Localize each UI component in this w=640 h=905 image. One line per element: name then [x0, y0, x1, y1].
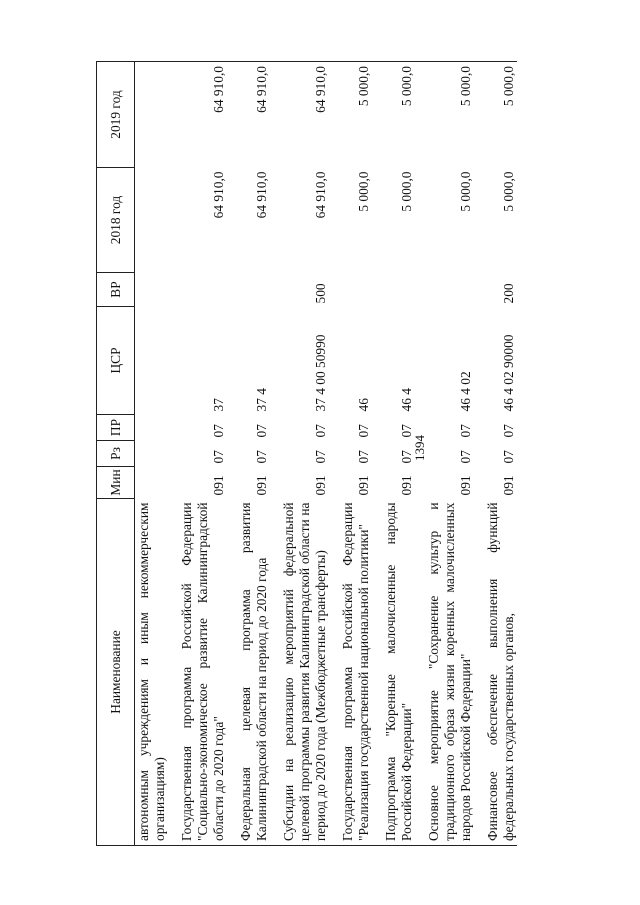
cell-rz: 07: [356, 450, 371, 464]
cell-name: Субсидии на реализацию мероприятий федеральной целевой программы развития Калининградской области на период до 2020 года (Межбюджетные трансферты): [280, 499, 329, 846]
cell-2019: [135, 62, 169, 168]
table-row: [237, 62, 270, 846]
cell-vr: 200: [501, 283, 516, 304]
cell-2019: 5 000,0: [382, 62, 415, 168]
cell-2018: 5 000,0: [356, 171, 371, 212]
header-2018: 2018 год: [97, 168, 135, 273]
cell-name: Государственная программа Российской Федерации "Реализация государственной национальной политики": [339, 499, 372, 846]
cell-csr: 37 4 00 50990: [313, 334, 328, 412]
cell-csr: 46 4 02 90000: [501, 334, 516, 412]
cell-2018: [135, 168, 169, 273]
cell-csr: 46: [356, 398, 371, 412]
cell-2019: 64 910,0: [237, 62, 270, 168]
cell-2018: 64 910,0: [254, 171, 269, 219]
cell-name: Финансовое обеспечение выполнения функций федеральных государственных органов,: [484, 499, 517, 846]
cell-pr: [135, 415, 169, 441]
cell-csr: 37: [211, 398, 226, 412]
cell-csr: 46 4: [399, 388, 414, 412]
cell-pr: 07: [254, 424, 269, 438]
row-spacer: [329, 62, 339, 846]
row-spacer: [270, 62, 280, 846]
table-body: [135, 62, 518, 846]
cell-vr: 500: [313, 283, 328, 304]
cell-pr: 07: [458, 424, 473, 438]
cell-csr: [135, 307, 169, 415]
cell-rz: [135, 441, 169, 467]
cell-2018: 5 000,0: [458, 171, 473, 212]
cell-min: 091: [458, 475, 473, 496]
header-2019: 2019 год: [97, 62, 135, 168]
cell-min: 091: [211, 475, 226, 496]
cell-2018: 64 910,0: [313, 171, 328, 219]
table-row: [280, 62, 329, 846]
cell-2019: 5 000,0: [484, 62, 517, 168]
table-row: [425, 62, 474, 846]
cell-rz: 07: [254, 450, 269, 464]
header-vr: ВР: [97, 273, 135, 307]
cell-csr: 46 4 02: [458, 371, 473, 412]
header-name: Наименование: [97, 499, 135, 846]
cell-2018: 64 910,0: [211, 171, 226, 219]
header-min: Мин: [97, 467, 135, 499]
table-row: [178, 62, 227, 846]
table-row: [382, 62, 415, 846]
table-row: [135, 62, 169, 846]
table-row: [484, 62, 517, 846]
cell-min: 091: [254, 475, 269, 496]
table-header-row: [97, 62, 135, 846]
cell-csr: 37 4: [254, 388, 269, 412]
cell-name: автономным учреждениям и иным некоммерческим организациям): [135, 499, 169, 846]
row-spacer: [227, 62, 237, 846]
cell-2018: 5 000,0: [501, 171, 516, 212]
row-spacer: [168, 62, 178, 846]
row-spacer: [415, 62, 425, 846]
cell-rz: 07: [211, 450, 226, 464]
cell-rz: 07: [399, 450, 414, 464]
table-row: [339, 62, 372, 846]
cell-pr: 07: [399, 424, 414, 438]
page-number: 1394: [412, 435, 427, 461]
cell-min: 091: [313, 475, 328, 496]
cell-name: Федеральная целевая программа развития Калининградской области на период до 2020 года: [237, 499, 270, 846]
cell-name: Государственная программа Российской Федерации "Социально-экономическое развитие Калининградской области до 2020 года": [178, 499, 227, 846]
budget-table: [96, 61, 517, 846]
cell-2019: 64 910,0: [178, 62, 227, 168]
header-pr: ПР: [97, 415, 135, 441]
cell-vr: [425, 273, 474, 307]
cell-2019: 64 910,0: [280, 62, 329, 168]
cell-min: [135, 467, 169, 499]
header-rz: Рз: [97, 441, 135, 467]
cell-min: 091: [356, 475, 371, 496]
cell-rz: 07: [458, 450, 473, 464]
cell-min: 091: [399, 475, 414, 496]
cell-2019: 5 000,0: [425, 62, 474, 168]
cell-pr: 07: [211, 424, 226, 438]
cell-vr: [237, 273, 270, 307]
cell-2018: 5 000,0: [399, 171, 414, 212]
cell-pr: 07: [313, 424, 328, 438]
cell-vr: [178, 273, 227, 307]
cell-rz: 07: [501, 450, 516, 464]
cell-vr: [382, 273, 415, 307]
row-spacer: [372, 62, 382, 846]
cell-name: Подпрограмма "Коренные малочисленные народы Российской Федерации": [382, 499, 415, 846]
cell-vr: [135, 273, 169, 307]
header-csr: ЦСР: [97, 307, 135, 415]
row-spacer: [474, 62, 484, 846]
cell-vr: [339, 273, 372, 307]
cell-pr: 07: [356, 424, 371, 438]
cell-name: Основное мероприятие "Сохранение культур и традиционного образа жизни коренных малочисленных народов Российской Федерации": [425, 499, 474, 846]
cell-min: 091: [501, 475, 516, 496]
cell-2019: 5 000,0: [339, 62, 372, 168]
cell-pr: 07: [501, 424, 516, 438]
budget-table-sheet: [96, 62, 586, 846]
cell-rz: 07: [313, 450, 328, 464]
